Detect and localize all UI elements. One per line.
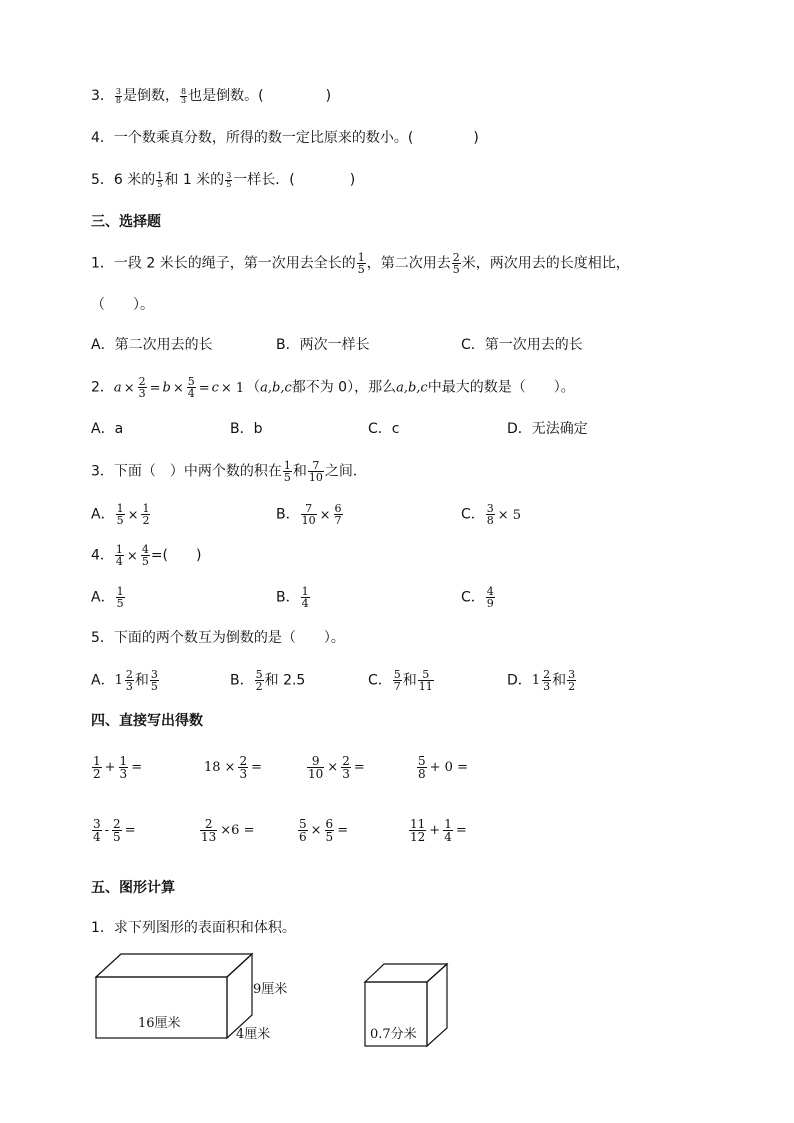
choice-q3: 3．下面（ ）中两个数的积在 $\frac{1}{5}$ 和 $\frac{7}{10}$ 之间． <box>91 459 367 484</box>
fraction: $\frac{3}{8}$ <box>486 502 494 527</box>
fraction: $\frac{1}{5}$ <box>116 502 124 527</box>
fraction: $\frac{5}{4}$ <box>187 375 195 400</box>
choice-q2: 2．a × $\frac{2}{3}$ = b × $\frac{5}{4}$ = c × 1 （a,b,c都不为 0），那么a,b,c中最大的数是（ ）。 <box>91 375 575 400</box>
judge-q3: 3． $\frac{3}{8}$ 是倒数， $\frac{8}{3}$ 也是倒数。( ) <box>91 86 332 105</box>
fraction: $\frac{3}{5}$ <box>150 668 158 693</box>
fraction: $\frac{2}{3}$ <box>138 375 146 400</box>
choice-q1-option-a[interactable]: A．第二次用去的长 <box>91 337 213 353</box>
choice-q1-blank[interactable]: （ ）。 <box>91 297 154 313</box>
fraction: $\frac{1}{2}$ <box>142 502 150 527</box>
fraction: 2 3 <box>543 668 551 693</box>
choice-q2-option-a[interactable]: A．a <box>91 421 124 437</box>
fraction: $\frac{5}{11}$ <box>418 668 433 693</box>
choice-q1-option-c[interactable]: C．第一次用去的长 <box>461 337 583 353</box>
fraction: 2 3 <box>125 668 133 693</box>
calc-item-2: 18 × $\frac{2}{3}$ = <box>204 754 262 781</box>
choice-q5-option-c[interactable]: C． $\frac{5}{7}$ 和 $\frac{5}{11}$ <box>368 668 433 693</box>
judge-q5: 5．6 米的 $\frac{1}{5}$ 和 1 米的 $\frac{3}{5}$ 一样长．( ) <box>91 170 356 189</box>
calc-item-5: 3 4 - $\frac{2}{5}$ = <box>93 817 136 844</box>
cube-figure <box>360 960 460 1050</box>
cuboid-width-label: 4厘米 <box>236 1027 271 1042</box>
calc-item-4: 5 8 + 0 = <box>418 754 468 781</box>
fraction: $\frac{3}{2}$ <box>568 668 576 693</box>
choice-q4-option-b[interactable]: B． $\frac{1}{4}$ <box>276 585 309 610</box>
section3-title: 三、选择题 <box>91 214 161 230</box>
calc-item-1: 1 2 + $\frac{1}{3}$ = <box>93 754 143 781</box>
judge-q4: 4．一个数乘真分数，所得的数一定比原来的数小。( ) <box>91 130 479 146</box>
choice-q5-option-d[interactable]: D． 1 2 3 和 $\frac{3}{2}$ <box>507 668 576 693</box>
fraction: $\frac{5}{7}$ <box>393 668 401 693</box>
choice-q4-option-c[interactable]: C． $\frac{4}{9}$ <box>461 585 494 610</box>
choice-q3-option-a[interactable]: A． $\frac{1}{5}$ × $\frac{1}{2}$ <box>91 502 150 527</box>
fraction: $\frac{8}{3}$ <box>181 86 187 105</box>
fraction: $\frac{1}{5}$ <box>283 459 291 484</box>
section4-title: 四、直接写出得数 <box>91 713 203 729</box>
cuboid-figure <box>90 950 310 1050</box>
choice-q5-option-b[interactable]: B． $\frac{5}{2}$ 和 2.5 <box>230 668 306 693</box>
fraction: $\frac{5}{2}$ <box>255 668 263 693</box>
fraction: $\frac{3}{5}$ <box>226 170 232 189</box>
choice-q2-option-b[interactable]: B．b <box>230 421 263 437</box>
section5-title: 五、图形计算 <box>91 880 175 896</box>
fraction: $\frac{1}{5}$ <box>157 170 163 189</box>
calc-item-6: $\frac{2}{13}$ ×6 = <box>201 817 255 844</box>
fraction: $\frac{6}{7}$ <box>334 502 342 527</box>
fraction: $\frac{4}{9}$ <box>486 585 494 610</box>
cube-edge-label: 0.7分米 <box>370 1027 417 1042</box>
fraction: $\frac{7}{10}$ <box>301 502 316 527</box>
choice-q2-option-c[interactable]: C．c <box>368 421 400 437</box>
fraction: $\frac{3}{8}$ <box>115 86 122 105</box>
choice-q2-option-d[interactable]: D．无法确定 <box>507 421 588 437</box>
choice-q1: 1．一段 2 米长的绳子，第一次用去全长的 $\frac{1}{5}$ ，第二次用去 $\frac{2}{5}$ 米，两次用去的长度相比， <box>91 251 630 276</box>
choice-q4: 4． $\frac{1}{4}$ × $\frac{4}{5}$ =( ) <box>91 543 202 568</box>
fraction: $\frac{7}{10}$ <box>308 459 323 484</box>
calc-item-8: 11 12 + $\frac{1}{4}$ = <box>410 817 467 844</box>
calc-item-3: $\frac{9}{10}$ × $\frac{2}{3}$ = <box>308 754 365 781</box>
fraction: $\frac{1}{5}$ <box>116 585 124 610</box>
fraction: $\frac{2}{5}$ <box>452 251 460 276</box>
fraction: $\frac{1}{4}$ <box>115 543 123 568</box>
calc-item-7: $\frac{5}{6}$ × $\frac{6}{5}$ = <box>299 817 349 844</box>
fraction: $\frac{1}{4}$ <box>301 585 309 610</box>
choice-q3-option-c[interactable]: C． $\frac{3}{8}$ × 5 <box>461 502 521 527</box>
fraction: $\frac{1}{5}$ <box>357 251 365 276</box>
choice-q4-option-a[interactable]: A． $\frac{1}{5}$ <box>91 585 124 610</box>
fraction: $\frac{4}{5}$ <box>141 543 149 568</box>
cuboid-height-label: 9厘米 <box>253 982 288 997</box>
geometry-q1: 1．求下列图形的表面积和体积。 <box>91 920 296 936</box>
choice-q5: 5．下面的两个数互为倒数的是（ ）。 <box>91 630 345 646</box>
choice-q1-option-b[interactable]: B．两次一样长 <box>276 337 370 353</box>
cuboid-length-label: 16厘米 <box>138 1016 181 1031</box>
choice-q3-option-b[interactable]: B． $\frac{7}{10}$ × $\frac{6}{7}$ <box>276 502 342 527</box>
choice-q5-option-a[interactable]: A． 1 2 3 和 $\frac{3}{5}$ <box>91 668 158 693</box>
